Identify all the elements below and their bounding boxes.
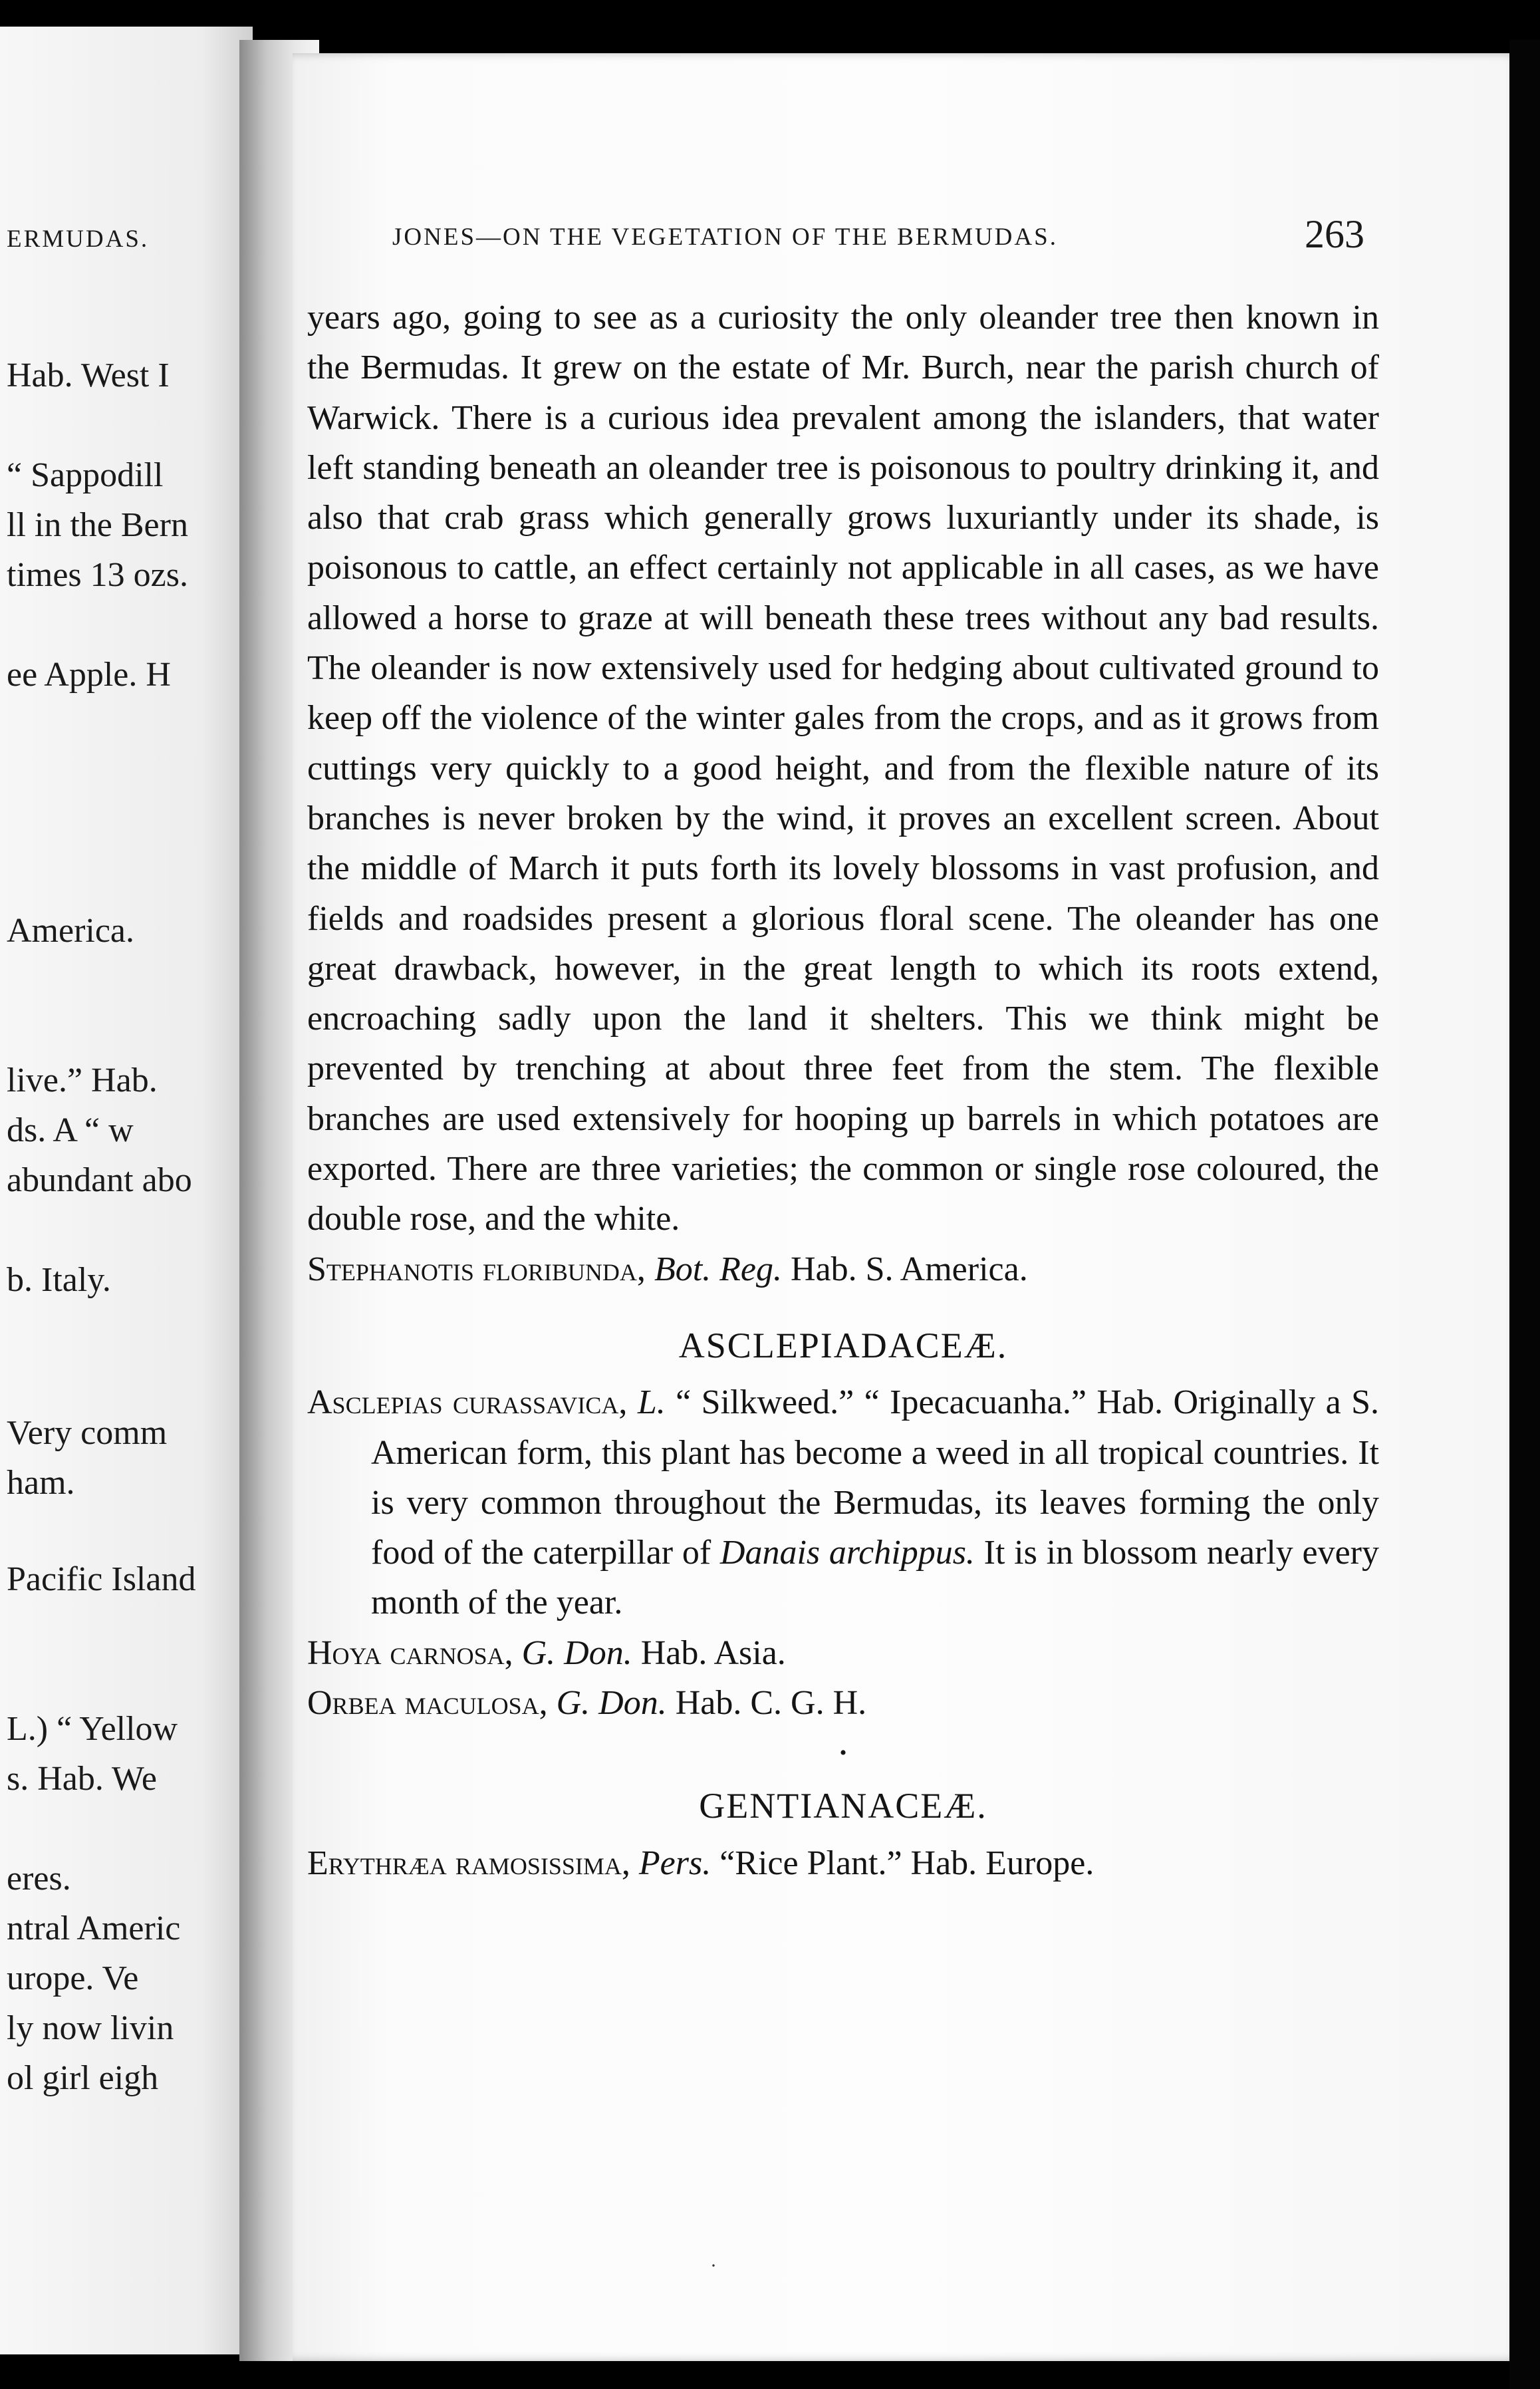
left-page-line: ly now livin <box>7 2009 174 2047</box>
left-page-line: ol girl eigh <box>7 2059 159 2097</box>
entry-orbea <box>307 1678 1379 1728</box>
habitat-text: Hab. C. G. H. <box>675 1684 867 1723</box>
running-header: JONES—ON THE VEGETATION OF THE BERMUDAS. <box>392 223 1058 251</box>
taxon-name: Asclepias curassavica, <box>307 1383 628 1422</box>
description-text: “ Silkweed.” “ Ipecacuanha.” Hab. Originally a S. American form, this plant has become a weed in all tropical countries. It is very common throughout the Bermudas, its leaves forming the only food of the caterpillar of <box>371 1383 1380 1572</box>
entry-asclepias <box>307 1377 1379 1627</box>
left-page-line: ll in the Bern <box>7 506 188 544</box>
taxon-authority: G. Don. <box>556 1684 667 1723</box>
oleander-paragraph: years ago, going to see as a curiosity the only oleander tree then known in the Bermudas. It grew on the estate of Mr. Burch, near the parish church of Warwick. There is a curious idea prevalent among the islanders, that water left standing beneath an oleander tree is poisonous to poultry drinking it, and also that crab grass which generally grows luxuriantly under its shade, is poisonous to cattle, an effect certainly not applicable in all cases, as we have allowed a horse to graze at will beneath these trees without any bad results. The oleander is now extensively used for hedging about cultivated ground to keep off the violence of the winter gales from the crops, and as it grows from cuttings very quickly to a good height, and from the flexible nature of its branches is never broken by the wind, it proves an excellent screen. About the middle of March it puts forth its lovely blossoms in vast profusion, and fields and roadsides present a glorious floral scene. The oleander has one great drawback, however, in the great length to which its roots extend, encroaching sadly upon the land it shelters. This we think might be prevented by trenching at about three feet from the stem. The flexible branches are used extensively for hooping up barrels in which potatoes are exported. There are three varieties; the common or single rose coloured, the double rose, and the white. <box>307 299 1379 1238</box>
ink-dot-mark: · <box>710 2255 717 2277</box>
entry-stephanotis <box>307 1244 1379 1294</box>
description-text: It is in blossom nearly every month of the year. <box>371 1534 1379 1622</box>
left-page-line: America. <box>7 912 135 950</box>
left-page-line: Hab. West I <box>7 356 170 394</box>
left-page-line: live.” Hab. <box>7 1061 158 1099</box>
left-page-line: “ Sappodill <box>7 456 164 494</box>
taxon-authority: L. <box>637 1383 666 1422</box>
taxon-name: Hoya carnosa, <box>307 1633 513 1672</box>
left-page-line: urope. Ve <box>7 1959 139 1997</box>
entry-hoya <box>307 1628 1379 1678</box>
page-number: 263 <box>1305 212 1364 256</box>
left-page-line: b. Italy. <box>7 1261 111 1299</box>
left-page-line: Very comm <box>7 1414 168 1452</box>
taxon-authority: G. Don. <box>521 1633 632 1672</box>
left-page-line: ERMUDAS. <box>7 225 150 253</box>
left-page-line: abundant abo <box>7 1161 192 1199</box>
left-page-line: L.) “ Yellow <box>7 1710 178 1748</box>
taxon-name: Stephanotis floribunda, <box>307 1250 646 1288</box>
habitat-text: Hab. Asia. <box>640 1633 786 1672</box>
entry-erythraea <box>307 1838 1379 1888</box>
left-page-line: ntral Americ <box>7 1909 181 1947</box>
taxon-name: Orbea maculosa, <box>307 1684 548 1723</box>
ink-blot-mark: • <box>839 1742 847 1764</box>
species-name: Danais archippus. <box>719 1534 975 1572</box>
taxon-authority: Pers. <box>638 1844 711 1882</box>
taxon-name: Erythræa ramosissima, <box>307 1844 630 1882</box>
taxon-authority: Bot. Reg. <box>654 1250 782 1288</box>
left-page-line: s. Hab. We <box>7 1760 157 1798</box>
page-edge <box>1509 40 1540 2389</box>
left-page-line: ham. <box>7 1464 75 1502</box>
family-heading-gentianaceae: GENTIANACEÆ. <box>699 1786 987 1826</box>
family-heading-asclepiadaceae: ASCLEPIADACEÆ. <box>678 1325 1008 1365</box>
left-page-line: Pacific Island <box>7 1560 196 1598</box>
left-page-line: times 13 ozs. <box>7 556 188 594</box>
left-page-line: ds. A “ w <box>7 1111 134 1149</box>
left-page <box>0 27 253 2354</box>
habitat-text: “Rice Plant.” Hab. Europe. <box>719 1844 1094 1882</box>
page-body <box>307 293 1379 1888</box>
left-page-line: ee Apple. H <box>7 656 171 694</box>
habitat-text: Hab. S. America. <box>791 1250 1028 1288</box>
left-page-line: eres. <box>7 1860 71 1897</box>
